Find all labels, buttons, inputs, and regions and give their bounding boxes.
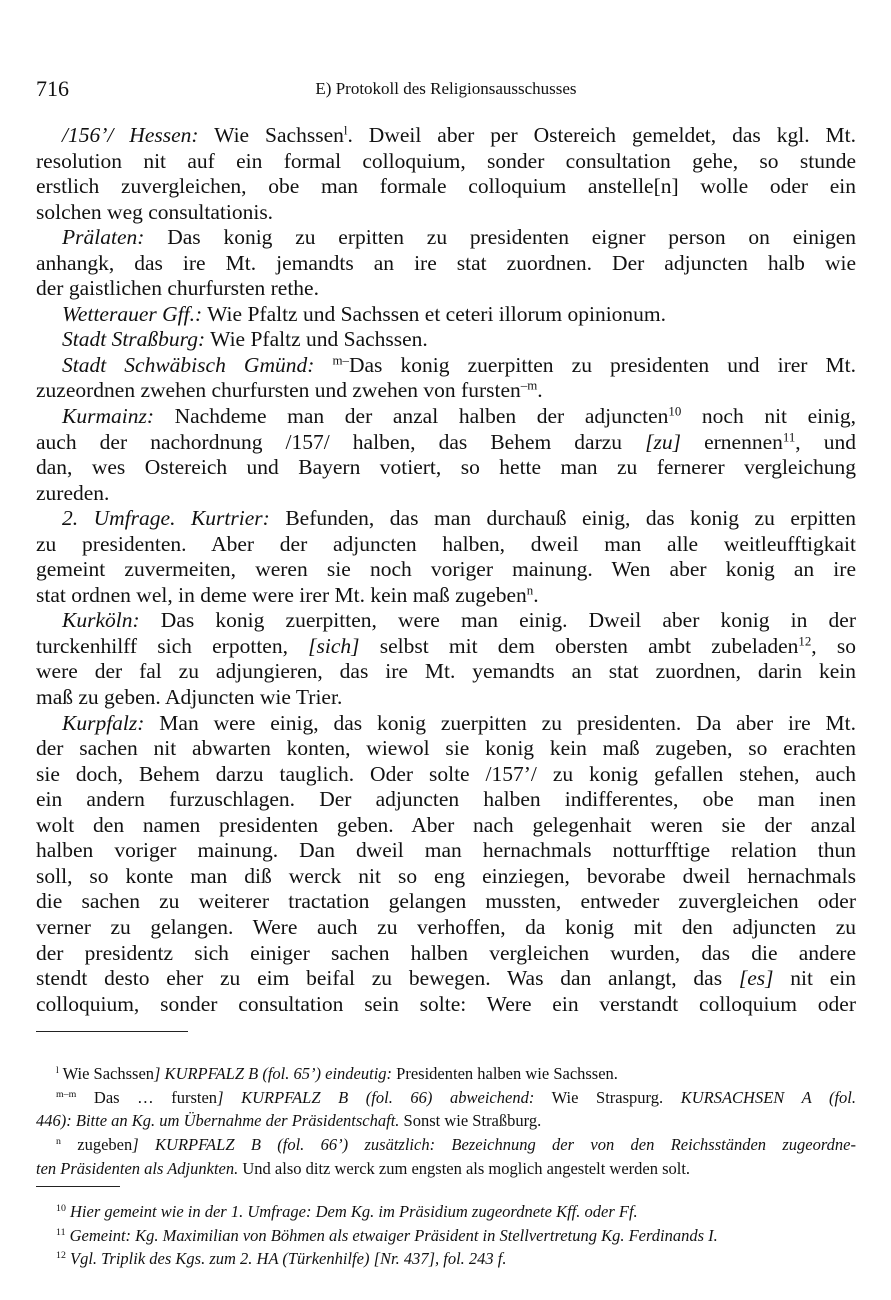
text-line [36, 481, 856, 507]
text: der presidentz sich einiger sachen halben vergleichen wurden, das die andere [36, 940, 856, 965]
text: Wie Pfaltz und Sachssen. [205, 327, 428, 352]
text: noch nit einig, [681, 404, 857, 429]
text: . Dweil aber per Ostereich gemeldet, das kgl. Mt. [347, 123, 856, 147]
italic-text: Vgl. Triplik des Kgs. zum 2. HA (Türkenhilfe) [Nr. 437], fol. 243 f. [65, 1249, 507, 1269]
text: solchen weg consultationis. [36, 199, 274, 224]
text: die sachen zu weiterer tractation gelangen mussten, entweder zuvergleichen oder [36, 889, 856, 914]
text-line [36, 557, 856, 583]
text: anhangk, das ire Mt. jemandts an ire stat zuordnen. Der adjuncten halb wie [36, 250, 856, 275]
text: gemeint zuvermeiten, weren sie noch voriger mainung. Wen aber konig an ire [36, 557, 856, 582]
italic-text: Stadt Straßburg: [62, 327, 206, 352]
text: Das konig zuerpitten, were man einig. Dweil aber konig in der [139, 608, 856, 633]
main-text [36, 123, 856, 1017]
text-line [36, 583, 856, 609]
text: nit ein [773, 966, 856, 991]
text: , und [795, 429, 857, 454]
italic-text: [es] [738, 966, 774, 991]
italic-text: Kurpfalz: [62, 710, 145, 735]
text-line [36, 200, 856, 226]
text-line [36, 532, 856, 558]
note-reference: l [343, 123, 348, 138]
italic-text: Stadt Schwäbisch Gmünd: [62, 352, 315, 377]
text-line [36, 225, 856, 251]
text: Wie Straspurg. [534, 1087, 681, 1107]
text: Wie Pfaltz und Sachssen et ceteri illorum opinionum. [202, 301, 667, 326]
text-line [36, 711, 856, 737]
footnote [36, 1086, 856, 1133]
text-line [36, 1062, 856, 1086]
footnote [36, 1062, 856, 1086]
note-reference: 10 [668, 404, 682, 419]
italic-text: ten Präsidenten als Adjunkten. [36, 1158, 239, 1178]
italic-text: Kurköln: [62, 608, 140, 633]
text: stendt desto eher zu eim beifal zu bewegen. Was dan anlangt, das [36, 966, 739, 991]
text-line [36, 1086, 856, 1110]
commentary-notes [36, 1200, 856, 1271]
text-line [36, 404, 856, 430]
text: Nachdeme man der anzal halben der adjuncten [153, 404, 669, 429]
paragraph [36, 608, 856, 710]
paragraph [36, 506, 856, 608]
text: turckenhilff sich erpotten, [36, 633, 309, 658]
paragraph [36, 123, 856, 225]
text: Das … fursten [76, 1087, 218, 1107]
text: Das konig zu erpitten zu presidenten eigner person on einigen [144, 225, 856, 250]
note-reference: n [526, 583, 534, 598]
paragraph [36, 225, 856, 302]
text-line [36, 736, 856, 762]
text: stat ordnen wel, in deme were irer Mt. kein maß zugeben [36, 582, 527, 607]
footnote [36, 1133, 856, 1180]
text-line [36, 889, 856, 915]
text-line [36, 659, 856, 685]
text: , so [811, 633, 856, 658]
footnote [36, 1200, 856, 1224]
text: ernennen [681, 429, 783, 454]
text: colloquium, sonder consultation sein solte: Were ein verstandt colloquium oder [36, 991, 856, 1016]
text-line [36, 992, 856, 1018]
text: sie doch, Behem darzu tauglich. Oder solte /157’/ zu konig gefallen stehen, auch [36, 761, 856, 786]
text-line [36, 174, 856, 200]
text-line [36, 430, 856, 456]
italic-text: Kurmainz: [62, 404, 154, 429]
text-line [36, 1157, 856, 1181]
italic-text: Prälaten: [62, 225, 145, 250]
italic-text: ] KURPFALZ B (fol. 66) abweichend: [217, 1087, 535, 1107]
text: resolution nit auf ein formal colloquium, sonder consultation gehe, so stunde [36, 148, 856, 173]
text: Man were einig, das konig zuerpitten zu presidenten. Da aber ire Mt. [144, 710, 856, 735]
paragraph [36, 353, 856, 404]
note-reference: 10 [56, 1203, 66, 1215]
text-line [36, 966, 856, 992]
note-reference: 12 [798, 634, 812, 649]
text: zuzeordnen zwehen churfursten und zwehen von fursten [36, 378, 521, 403]
text: Presidenten halben wie Sachssen. [392, 1064, 618, 1083]
text-line [36, 302, 856, 328]
note-reference: 11 [56, 1226, 66, 1238]
note-reference: –m [520, 378, 538, 393]
text: . [533, 582, 539, 607]
text: zu presidenten. Aber der adjuncten halben, dweil man alle weitleufftigkait [36, 531, 856, 556]
italic-text: Gemeint: Kg. Maximilian von Böhmen als etwaiger Präsident in Stellvertretung Kg. Ferdinands I. [65, 1225, 718, 1245]
text: selbst mit dem obersten ambt zubeladen [359, 633, 799, 658]
text: Wie Sachssen [198, 123, 344, 147]
note-reference: m–m [56, 1088, 77, 1100]
text: ein andern furzuschlagen. Der adjuncten halben indifferentes, obe man inen [36, 787, 856, 812]
text: der gaistlichen churfursten rethe. [36, 276, 319, 301]
text-line [36, 1200, 856, 1224]
text: dan, wes Ostereich und Bayern votiert, so hette man zu fernerer vergleichung [36, 455, 856, 480]
text-line [36, 915, 856, 941]
running-title: E) Protokoll des Religionsausschusses [315, 79, 577, 98]
text-line [36, 276, 856, 302]
text-line [36, 1224, 856, 1248]
page-number: 716 [36, 76, 69, 101]
text-line [36, 762, 856, 788]
footnote [36, 1224, 856, 1248]
note-reference: 12 [56, 1250, 66, 1262]
text-line [36, 1247, 856, 1271]
text-line [36, 813, 856, 839]
text: erstlich zuvergleichen, obe man formale colloquium anstelle[n] wolle oder ein [36, 174, 856, 199]
text-line [36, 608, 856, 634]
note-reference: l [56, 1065, 59, 1077]
text: zureden. [36, 480, 110, 505]
text-line [36, 251, 856, 277]
text-line [36, 327, 856, 353]
italic-text: KURSACHSEN A (fol. [680, 1087, 856, 1107]
italic-text: ] KURPFALZ B (fol. 66’) zusätzlich: Bezeichnung der von den Reichsständen zugeordne- [132, 1135, 856, 1155]
italic-text: /156’/ Hessen: [62, 123, 199, 147]
text-line [36, 353, 856, 379]
text: Das konig zuerpitten zu presidenten und irer Mt. [348, 352, 856, 377]
text: Sonst wie Straßburg. [399, 1111, 542, 1131]
footnote [36, 1247, 856, 1271]
commentary-divider [36, 1186, 120, 1187]
text: wolt den namen presidenten geben. Aber nach gelegenhait weren sie der anzal [36, 812, 856, 837]
text-line [36, 455, 856, 481]
text-line [36, 506, 856, 532]
text: were der fal zu adjungieren, das ire Mt. yemandts an stat zuordnen, darin kein [36, 659, 856, 684]
text-line [36, 634, 856, 660]
text: Wie Sachssen [58, 1064, 155, 1083]
text: Befunden, das man durchauß einig, das konig zu erpitten [269, 506, 857, 531]
text-line [36, 787, 856, 813]
text: halben voriger mainung. Dan dweil man hernachmals notturfftige relation thun [36, 838, 856, 863]
paragraph [36, 302, 856, 328]
text-line [36, 685, 856, 711]
text: verner zu gelangen. Were auch zu verhoffen, da konig mit den adjuncten zu [36, 914, 856, 939]
text: auch der nachordnung /157/ halben, das Behem darzu [36, 429, 646, 454]
text-line [36, 838, 856, 864]
text-line [36, 1109, 856, 1133]
text: der sachen nit abwarten konten, wiewol sie konig kein maß zugeben, so erachten [36, 736, 856, 761]
page-header [36, 76, 856, 104]
text [314, 353, 332, 377]
text: . [537, 378, 543, 403]
italic-text: [sich] [308, 633, 360, 658]
text-line [36, 941, 856, 967]
note-reference: m– [332, 353, 349, 368]
paragraph [36, 327, 856, 353]
paragraph [36, 404, 856, 506]
text: zugeben [60, 1135, 133, 1155]
italic-text: 446): Bitte an Kg. um Übernahme der Präsidentschaft. [36, 1111, 400, 1131]
text-line [36, 149, 856, 175]
text: soll, so konte man diß werck nit so eng einziegen, bevorabe dweil hernachmals [36, 863, 856, 888]
italic-text: Hier gemeint wie in der 1. Umfrage: Dem Kg. im Präsidium zugeordnete Kff. oder Ff. [65, 1202, 638, 1221]
footnote-divider [36, 1031, 188, 1032]
text-line [36, 123, 856, 149]
paragraph [36, 711, 856, 1018]
text: maß zu geben. Adjuncten wie Trier. [36, 685, 343, 710]
italic-text: ] KURPFALZ B (fol. 65’) eindeutig: [154, 1064, 393, 1083]
note-reference: 11 [782, 429, 796, 444]
text-line [36, 1133, 856, 1157]
italic-text: 2. Umfrage. Kurtrier: [62, 506, 270, 531]
italic-text: [zu] [645, 429, 681, 454]
italic-text: Wetterauer Gff.: [62, 301, 203, 326]
text: Und also ditz werck zum engsten als moglich angestelt werden solt. [238, 1158, 691, 1178]
textual-notes [36, 1062, 856, 1180]
text-line [36, 378, 856, 404]
note-reference: n [56, 1136, 61, 1148]
text-line [36, 864, 856, 890]
